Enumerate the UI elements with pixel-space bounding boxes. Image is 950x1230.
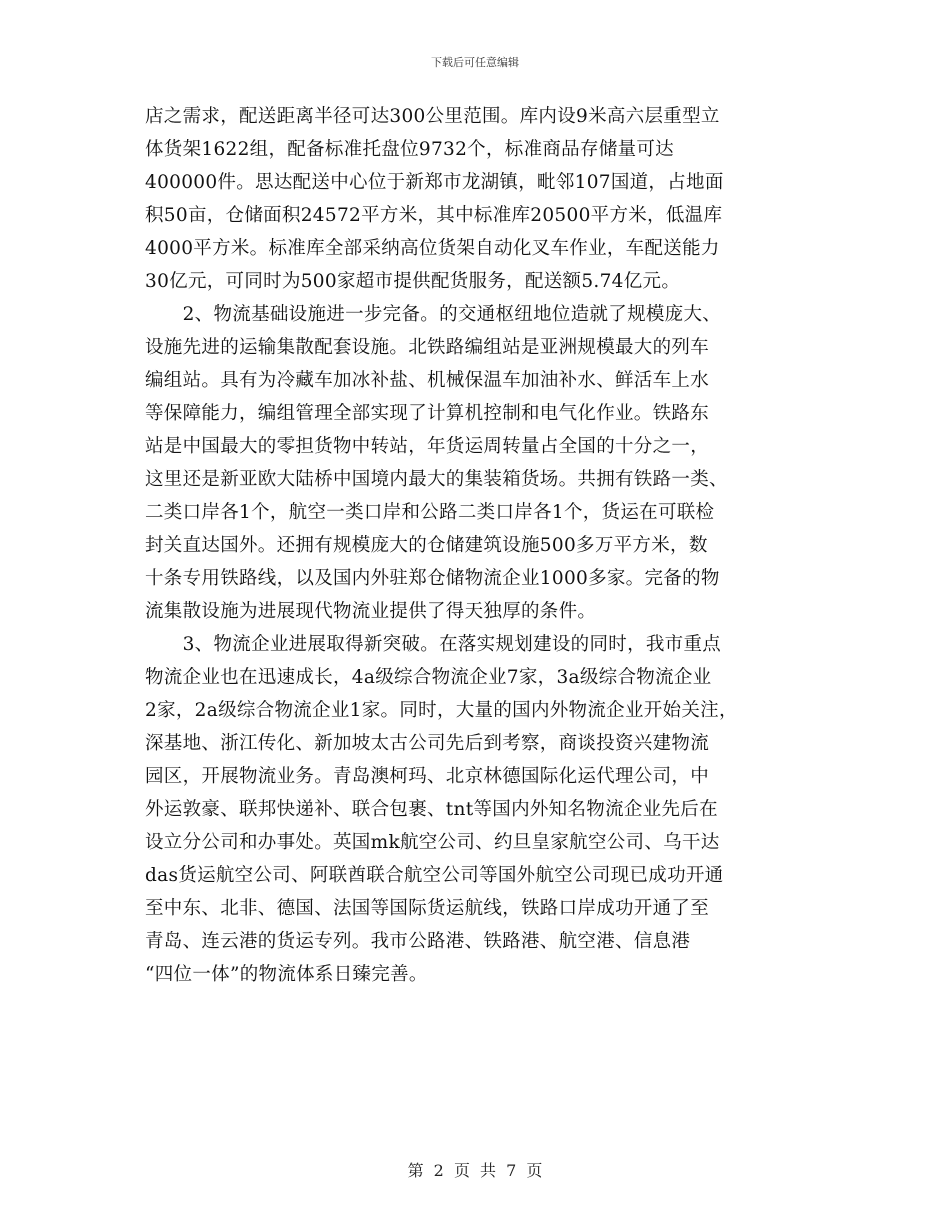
paragraph-start-line: 2、物流基础设施进一步完备。的交通枢纽地位造就了规模庞大、: [145, 304, 722, 325]
text-line: 30亿元，可同时为500家超市提供配货服务，配送额5.74亿元。: [145, 271, 681, 292]
page-header: 下载后可任意编辑: [431, 56, 519, 69]
text-line: 流集散设施为进展现代物流业提供了得天独厚的条件。: [145, 601, 597, 622]
text-line: “四位一体”的物流体系日臻完善。: [145, 964, 428, 985]
text-line: 物流企业也在迅速成长，4a级综合物流企业7家，3a级综合物流企业: [145, 667, 712, 688]
text-line: 设立分公司和办事处。英国mk航空公司、约旦皇家航空公司、乌干达: [145, 832, 720, 853]
paragraph-start-line: 3、物流企业进展取得新突破。在落实规划建设的同时，我市重点: [145, 634, 722, 655]
document-body: [145, 100, 825, 991]
text-line: 这里还是新亚欧大陆桥中国境内最大的集装箱货场。共拥有铁路一类、: [145, 469, 728, 490]
text-line: 等保障能力，编组管理全部实现了计算机控制和电气化作业。铁路东: [145, 403, 710, 424]
text-line: 4000平方米。标准库全部采纳高位货架自动化叉车作业，车配送能力: [145, 238, 720, 259]
text-line: 园区，开展物流业务。青岛澳柯玛、北京林德国际化运代理公司，中: [145, 766, 710, 787]
page-number-footer: 第 2 页 共 7 页: [407, 1161, 543, 1180]
text-line: 深基地、浙江传化、新加坡太古公司先后到考察，商谈投资兴建物流: [145, 733, 710, 754]
text-line: 二类口岸各1个，航空一类口岸和公路二类口岸各1个，货运在可联检: [145, 502, 715, 523]
text-line: 青岛、连云港的货运专列。我市公路港、铁路港、航空港、信息港: [145, 931, 691, 952]
text-line: 2家，2a级综合物流企业1家。同时，大量的国内外物流企业开始关注，: [145, 700, 738, 721]
text-line: 站是中国最大的零担货物中转站，年货运周转量占全国的十分之一，: [145, 436, 710, 457]
text-line: 至中东、北非、德国、法国等国际货运航线，铁路口岸成功开通了至: [145, 898, 710, 919]
text-line: 400000件。思达配送中心位于新郑市龙湖镇，毗邻107国道，占地面: [145, 172, 724, 193]
text-line: 编组站。具有为冷藏车加冰补盐、机械保温车加油补水、鲜活车上水: [145, 370, 710, 391]
text-line: 设施先进的运输集散配套设施。北铁路编组站是亚洲规模最大的列车: [145, 337, 710, 358]
text-line: 外运敦豪、联邦快递补、联合包裹、tnt等国内外知名物流企业先后在: [145, 799, 718, 820]
text-line: das货运航空公司、阿联酋联合航空公司等国外航空公司现已成功开通: [145, 865, 724, 886]
text-line: 积50亩，仓储面积24572平方米，其中标准库20500平方米，低温库: [145, 205, 723, 226]
text-line: 店之需求，配送距离半径可达300公里范围。库内设9米高六层重型立: [145, 106, 720, 127]
text-line: 体货架1622组，配备标准托盘位9732个，标准商品存储量可达: [145, 139, 674, 160]
text-line: 十条专用铁路线，以及国内外驻郑仓储物流企业1000多家。完备的物: [145, 568, 720, 589]
text-line: 封关直达国外。还拥有规模庞大的仓储建筑设施500多万平方米，数: [145, 535, 708, 556]
